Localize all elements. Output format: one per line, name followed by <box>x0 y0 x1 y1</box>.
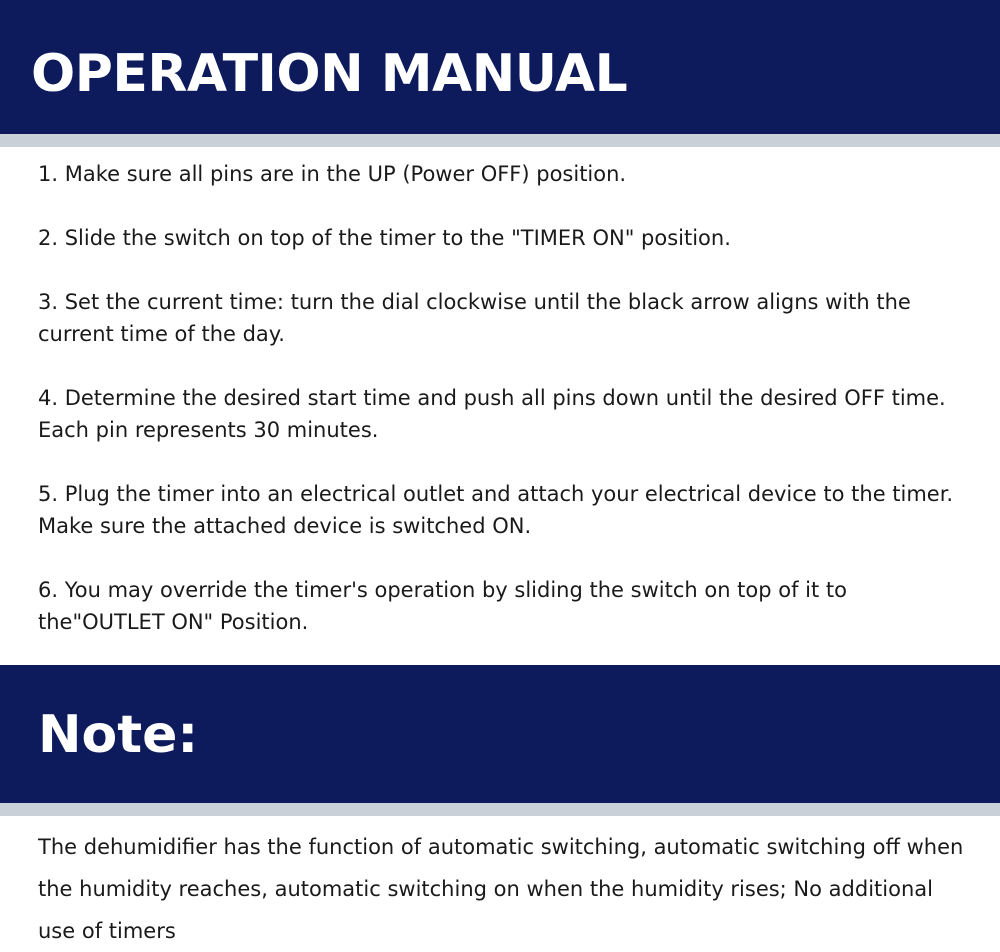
page-title: OPERATION MANUAL <box>31 44 628 104</box>
note-divider-stripe <box>0 803 1000 816</box>
instruction-steps <box>38 158 968 670</box>
note-text: The dehumidifier has the function of automatic switching, automatic switching off when the humidity reaches, automatic switching on when the humidity rises; No additional use of timers <box>38 835 964 943</box>
step-4: 4. Determine the desired start time and push all pins down until the desired OFF time. Each pin represents 30 minutes. <box>38 386 946 442</box>
note-title: Note: <box>38 705 199 765</box>
header-divider-stripe <box>0 134 1000 147</box>
step-6: 6. You may override the timer's operation by sliding the switch on top of it to the"OUTLET ON" Position. <box>38 578 848 634</box>
step-1: 1. Make sure all pins are in the UP (Power OFF) position. <box>38 162 627 186</box>
step-5: 5. Plug the timer into an electrical outlet and attach your electrical device to the timer. Make sure the attached device is switched ON. <box>38 482 954 538</box>
step-3: 3. Set the current time: turn the dial clockwise until the black arrow aligns with the current time of the day. <box>38 290 911 346</box>
step-2: 2. Slide the switch on top of the timer to the "TIMER ON" position. <box>38 226 731 250</box>
